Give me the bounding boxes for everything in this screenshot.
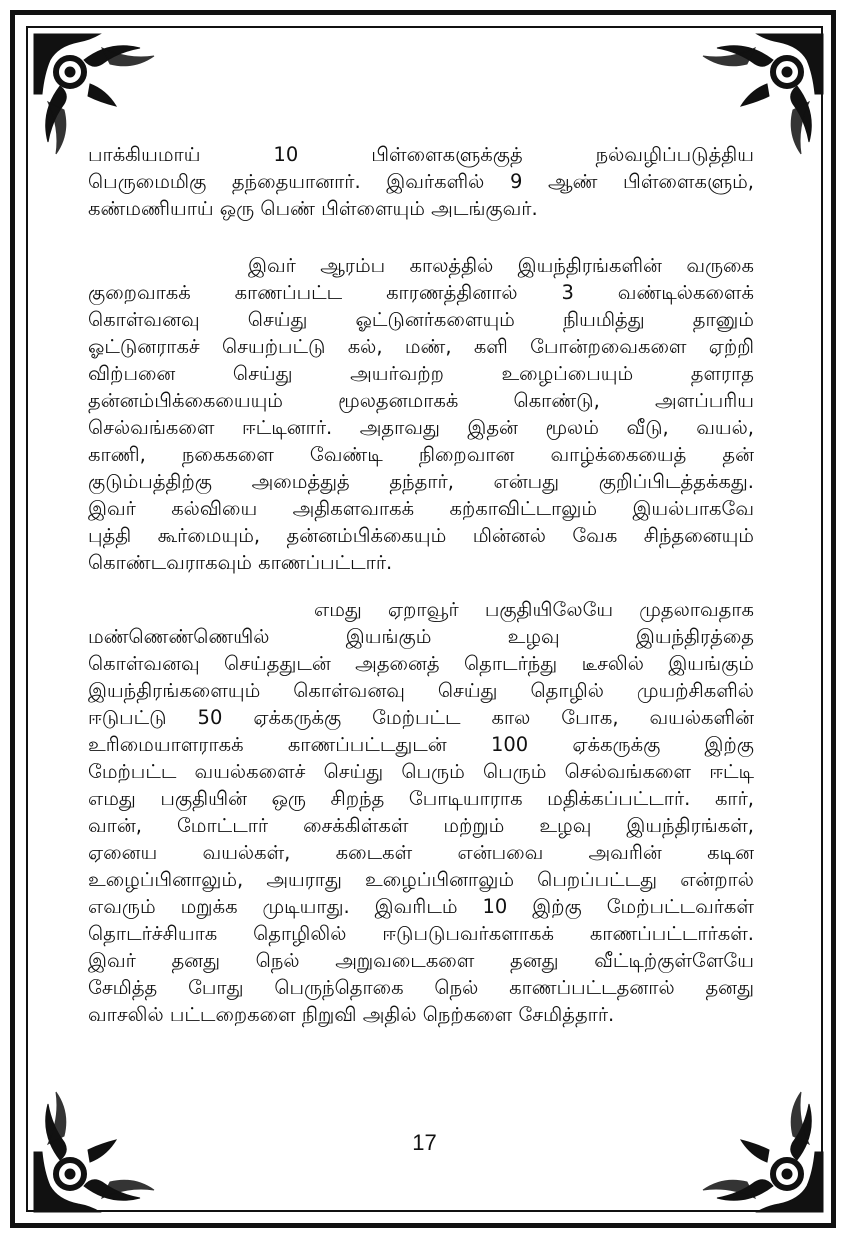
text-line: குடும்பத்திற்கு அமைத்துத் தந்தார், என்பது குறிப்பிடத்தக்கது. (88, 470, 754, 493)
text-line: பெருமைமிகு தந்தையானார். இவர்களில் 9 ஆண் பிள்ளைகளும், (88, 170, 754, 193)
text-line: தன்னம்பிக்கையையும் மூலதனமாகக் கொண்டு, அளப்பரிய (88, 389, 754, 412)
text-line: விற்பனை செய்து அயர்வற்ற உழைப்பையும் தளராத (88, 362, 754, 385)
text-line: எவரும் மறுக்க முடியாது. இவரிடம் 10 இற்கு மேற்பட்டவர்கள் (88, 895, 754, 918)
text-line: புத்தி கூர்மையும், தன்னம்பிக்கையும் மின்னல் வேக சிந்தனையும் (88, 524, 754, 547)
paragraph-3 (88, 596, 754, 1028)
text-line: மண்ணெண்ணெயில் இயங்கும் உழவு இயந்திரத்தை (88, 625, 754, 648)
paragraph-2 (88, 252, 754, 576)
text-line: வான், மோட்டார் சைக்கிள்கள் மற்றும் உழவு இயந்திரங்கள், (88, 814, 754, 837)
text-line: கண்மணியாய் ஒரு பெண் பிள்ளையும் அடங்குவர். (88, 197, 538, 220)
text-line: எமது பகுதியின் ஒரு சிறந்த போடியாராக மதிக்கப்பட்டார். கார், (88, 787, 754, 810)
text-line: உரிமையாளராகக் காணப்பட்டதுடன் 100 ஏக்கருக்கு இற்கு (88, 733, 754, 756)
paragraph-1 (88, 141, 754, 222)
text-line: இயந்திரங்களையும் கொள்வனவு செய்து தொழில் முயற்சிகளில் (88, 679, 754, 702)
page-number: 17 (412, 1130, 437, 1155)
text-line: காணி, நகைகளை வேண்டி நிறைவான வாழ்க்கையைத் தன் (88, 443, 754, 466)
text-line: தொடர்ச்சியாக தொழிலில் ஈடுபடுபவர்களாகக் காணப்பட்டார்கள். (88, 922, 754, 945)
text-line: இவர் கல்வியை அதிகளவாகக் கற்காவிட்டாலும் இயல்பாகவே (88, 497, 754, 520)
text-line: ஈடுபட்டு 50 ஏக்கருக்கு மேற்பட்ட கால போக, வயல்களின் (88, 706, 754, 729)
text-line: கொள்வனவு செய்ததுடன் அதனைத் தொடர்ந்து டீசலில் இயங்கும் (88, 652, 754, 675)
text-line: கொள்வனவு செய்து ஓட்டுனர்களையும் நியமித்து தானும் (88, 308, 754, 331)
text-line: எமது ஏறாவூர் பகுதியிலேயே முதலாவதாக (314, 598, 754, 621)
text-line: இவர் ஆரம்ப காலத்தில் இயந்திரங்களின் வருகை (248, 254, 754, 277)
text-line: கொண்டவராகவும் காணப்பட்டார். (88, 551, 393, 574)
text-line: இவர் தனது நெல் அறுவடைகளை தனது வீட்டிற்குள்ளேயே (88, 949, 754, 972)
text-line: பாக்கியமாய் 10 பிள்ளைகளுக்குத் நல்வழிப்படுத்திய (88, 143, 754, 166)
text-line: ஓட்டுனராகச் செயற்பட்டு கல், மண், களி போன்றவைகளை ஏற்றி (88, 335, 754, 358)
text-line: ஏனைய வயல்கள், கடைகள் என்பவை அவரின் கடின (88, 841, 754, 864)
text-line: வாசலில் பட்டறைகளை நிறுவி அதில் நெற்களை சேமித்தார். (88, 1003, 615, 1026)
text-line: செல்வங்களை ஈட்டினார். அதாவது இதன் மூலம் வீடு, வயல், (88, 416, 754, 439)
text-line: குறைவாகக் காணப்பட்ட காரணத்தினால் 3 வண்டில்களைக் (88, 281, 754, 304)
text-line: சேமித்த போது பெருந்தொகை நெல் காணப்பட்டதனால் தனது (88, 976, 754, 999)
text-line: உழைப்பினாலும், அயராது உழைப்பினாலும் பெறப்பட்டது என்றால் (88, 868, 754, 891)
text-line: மேற்பட்ட வயல்களைச் செய்து பெரும் பெரும் செல்வங்களை ஈட்டி (88, 760, 754, 783)
